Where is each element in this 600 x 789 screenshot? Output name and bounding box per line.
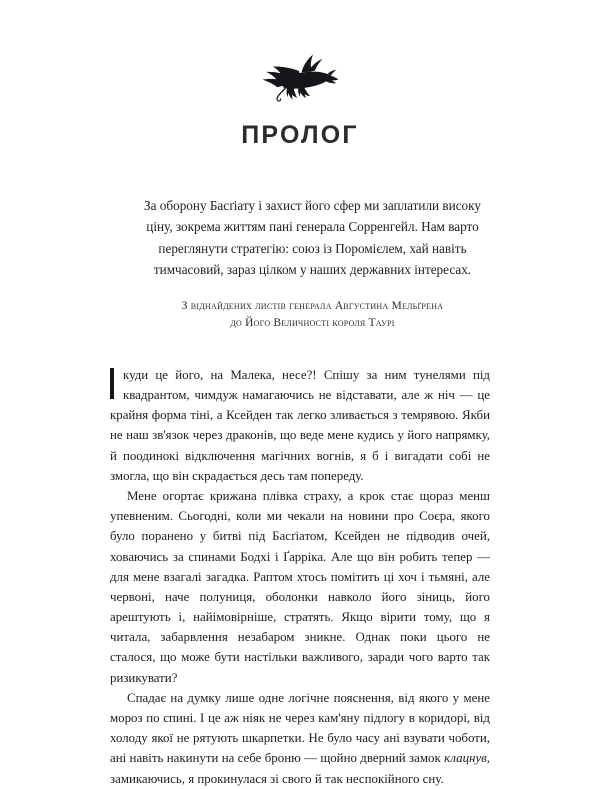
paragraph-3-text-part-2: , замикаючись, я прокинулася зі свого й так неспокійного сну. [110,751,490,786]
paragraph-2-text: Мене огортає крижана плівка страху, а крок стає щораз менш упевненим. Сьогодні, коли ми чекали на новини про Соєра, якого було поранено у битві під Басґіатом, Ксейден не підводив очей, ховаючись за спинами Бодхі і Ґарріка. Але що він робить тепер — для мене взагалі загадка. Раптом хтось помітить ці хоч і тьмяні, але червоні, наче полуниця, оболонки навколо його зіниць, його арештують і, найімовірніше, стратять. Якщо вірити тому, що я читала, забарвлення незабаром зникне. Однак поки цього не сталося, що може бути настільки важливого, заради чого варто так ризикувати? [110,488,490,685]
paragraph-3 [110,688,490,789]
page-title: ПРОЛОГ [241,121,359,149]
paragraph-3-emphasis: клацнув [444,751,487,766]
paragraph-1-text: куди це його, на Малека, несе?! Спішу за ним тунелями під квадрантом, чимдуж намагаючись не відставати, але ж ніч — це крайня форма тіні, а Ксейден так легко зливається з темрявою. Якби не наш зв'язок через драконів, що веде мене кудись у його напрямку, й поодинокі відключення магічних вогнів, я б і вигадати собі не змогла, що він скрадається десь там попереду. [110,367,490,483]
paragraph-3-text-part-1: Спадає на думку лише одне логічне пояснення, від якого у мене мороз по спині. І це аж ніяк не через кам'яну підлогу в коридорі, від холоду якої не рятують шкарпетки. Не було часу ані взувати чоботи, ані навіть накинути на себе броню — щойно дверний замок [110,690,490,766]
paragraph-1 [110,365,490,486]
epigraph-attribution [135,298,490,333]
ornament-container [0,0,600,104]
epigraph-text: За оборону Басґіату і захист його сфер ми заплатили високу ціну, зокрема життям пані генерала Сорренгейл. Нам варто переглянути стратегію: союз із Поромієлем, хай навіть тимчасовий, зараз цілком у наших державних інтересах. [144,198,481,278]
body-text [110,365,490,789]
dragon-silhouette-icon [257,52,343,104]
paragraph-2 [110,486,490,688]
epigraph-attribution-line-1: З віднайдених листів генерала Августина Мельґрена [181,299,444,312]
drop-cap-letter [110,368,114,399]
epigraph-attribution-line-2: до Його Величності короля Таурі [230,317,395,330]
